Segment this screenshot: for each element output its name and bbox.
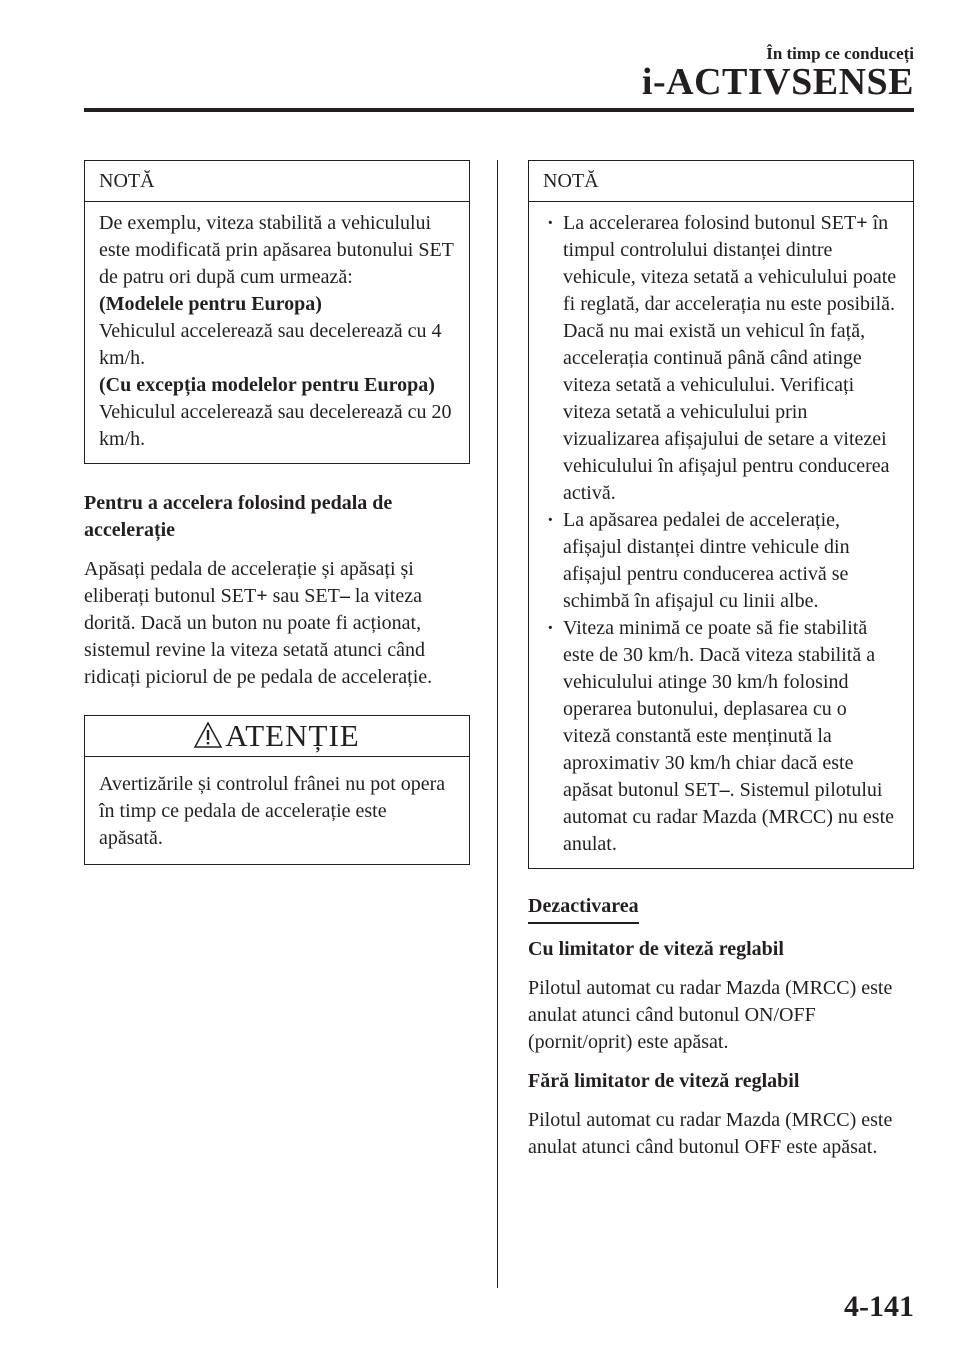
with-limiter-text: Pilotul automat cu radar Mazda (MRCC) este anulat atunci când butonul ON/OFF (pornit/oprit) este apăsat. <box>528 977 893 1053</box>
plus-sign: + <box>856 212 868 234</box>
note-body <box>529 202 913 868</box>
note-heading: NOTĂ <box>85 161 469 202</box>
note-box-left <box>84 160 470 464</box>
column-divider <box>497 160 498 1288</box>
warning-triangle-icon <box>194 718 222 758</box>
section-title: În timp ce conduceți <box>766 44 914 63</box>
deactivation-heading-wrap <box>528 893 914 924</box>
note-intro: De exemplu, viteza stabilită a vehiculului este modificată prin apăsarea butonului SET de patru ori după cum urmează: <box>99 212 454 288</box>
without-limiter-heading: Fără limitator de viteză reglabil <box>528 1070 800 1092</box>
note-europe-text: Vehiculul accelerează sau decelerează cu 4 km/h. <box>99 320 442 369</box>
note-box-right <box>528 160 914 869</box>
accel-heading: Pentru a accelera folosind pedala de accelerație <box>84 492 393 541</box>
chapter-title: i-ACTIVSENSE <box>641 61 914 103</box>
with-limiter-heading: Cu limitator de viteză reglabil <box>528 938 784 960</box>
accel-text: Apăsați pedala de accelerație și apăsați și eliberați butonul SET+ sau SET– la viteza dorită. Dacă un buton nu poate fi acționat, sistemul revine la viteza setată atunci când ridicați piciorul de pe pedala de accelerație. <box>84 558 433 688</box>
deactivation-heading: Dezactivarea <box>528 893 639 924</box>
right-column <box>528 160 914 1161</box>
minus-sign: – <box>719 779 730 801</box>
caution-heading: ATENȚIE <box>85 716 469 757</box>
note-heading: NOTĂ <box>529 161 913 202</box>
list-item: · Viteza minimă ce poate să fie stabilită este de 30 km/h. Dacă viteza stabilită a vehiculului atinge 30 km/h folosind operarea butonului, deplasarea cu o viteză constantă este menținută la aproximativ 30 km/h chiar dacă este apăsat butonul SET–. Sistemul pilotului automat cu radar Mazda (MRCC) nu este anulat. <box>543 615 899 858</box>
page-number: 4-141 <box>844 1290 914 1323</box>
caution-box <box>84 715 470 865</box>
note-body <box>85 202 469 463</box>
note-europe-heading: (Modelele pentru Europa) <box>99 293 322 315</box>
without-limiter-text: Pilotul automat cu radar Mazda (MRCC) este anulat atunci când butonul OFF este apăsat. <box>528 1109 893 1158</box>
plus-sign: + <box>256 585 268 607</box>
note-other-heading: (Cu excepția modelelor pentru Europa) <box>99 374 435 396</box>
list-item: · La accelerarea folosind butonul SET+ în timpul controlului distanței dintre vehicule, viteza setată a vehiculului poate fi reglată, dar accelerația nu este posibilă. Dacă nu mai există un vehicul în față, accelerația continuă până când atinge viteza setată a vehiculului. Verificați viteza setată a vehiculului prin vizualizarea afișajului de setare a vitezei vehiculului în afișajul pentru conducerea activă. <box>543 210 899 507</box>
header-rule <box>84 108 914 112</box>
note-other-text: Vehiculul accelerează sau decelerează cu 20 km/h. <box>99 401 452 450</box>
minus-sign: – <box>339 585 350 607</box>
list-item: · La apăsarea pedalei de accelerație, afișajul distanței dintre vehicule din afișajul pentru conducerea activă se schimbă în afișajul cu linii albe. <box>543 507 899 615</box>
note-list <box>543 210 899 858</box>
left-column <box>84 160 470 865</box>
caution-body: Avertizările și controlul frânei nu pot opera în timp ce pedala de accelerație este apăsată. <box>99 773 446 849</box>
